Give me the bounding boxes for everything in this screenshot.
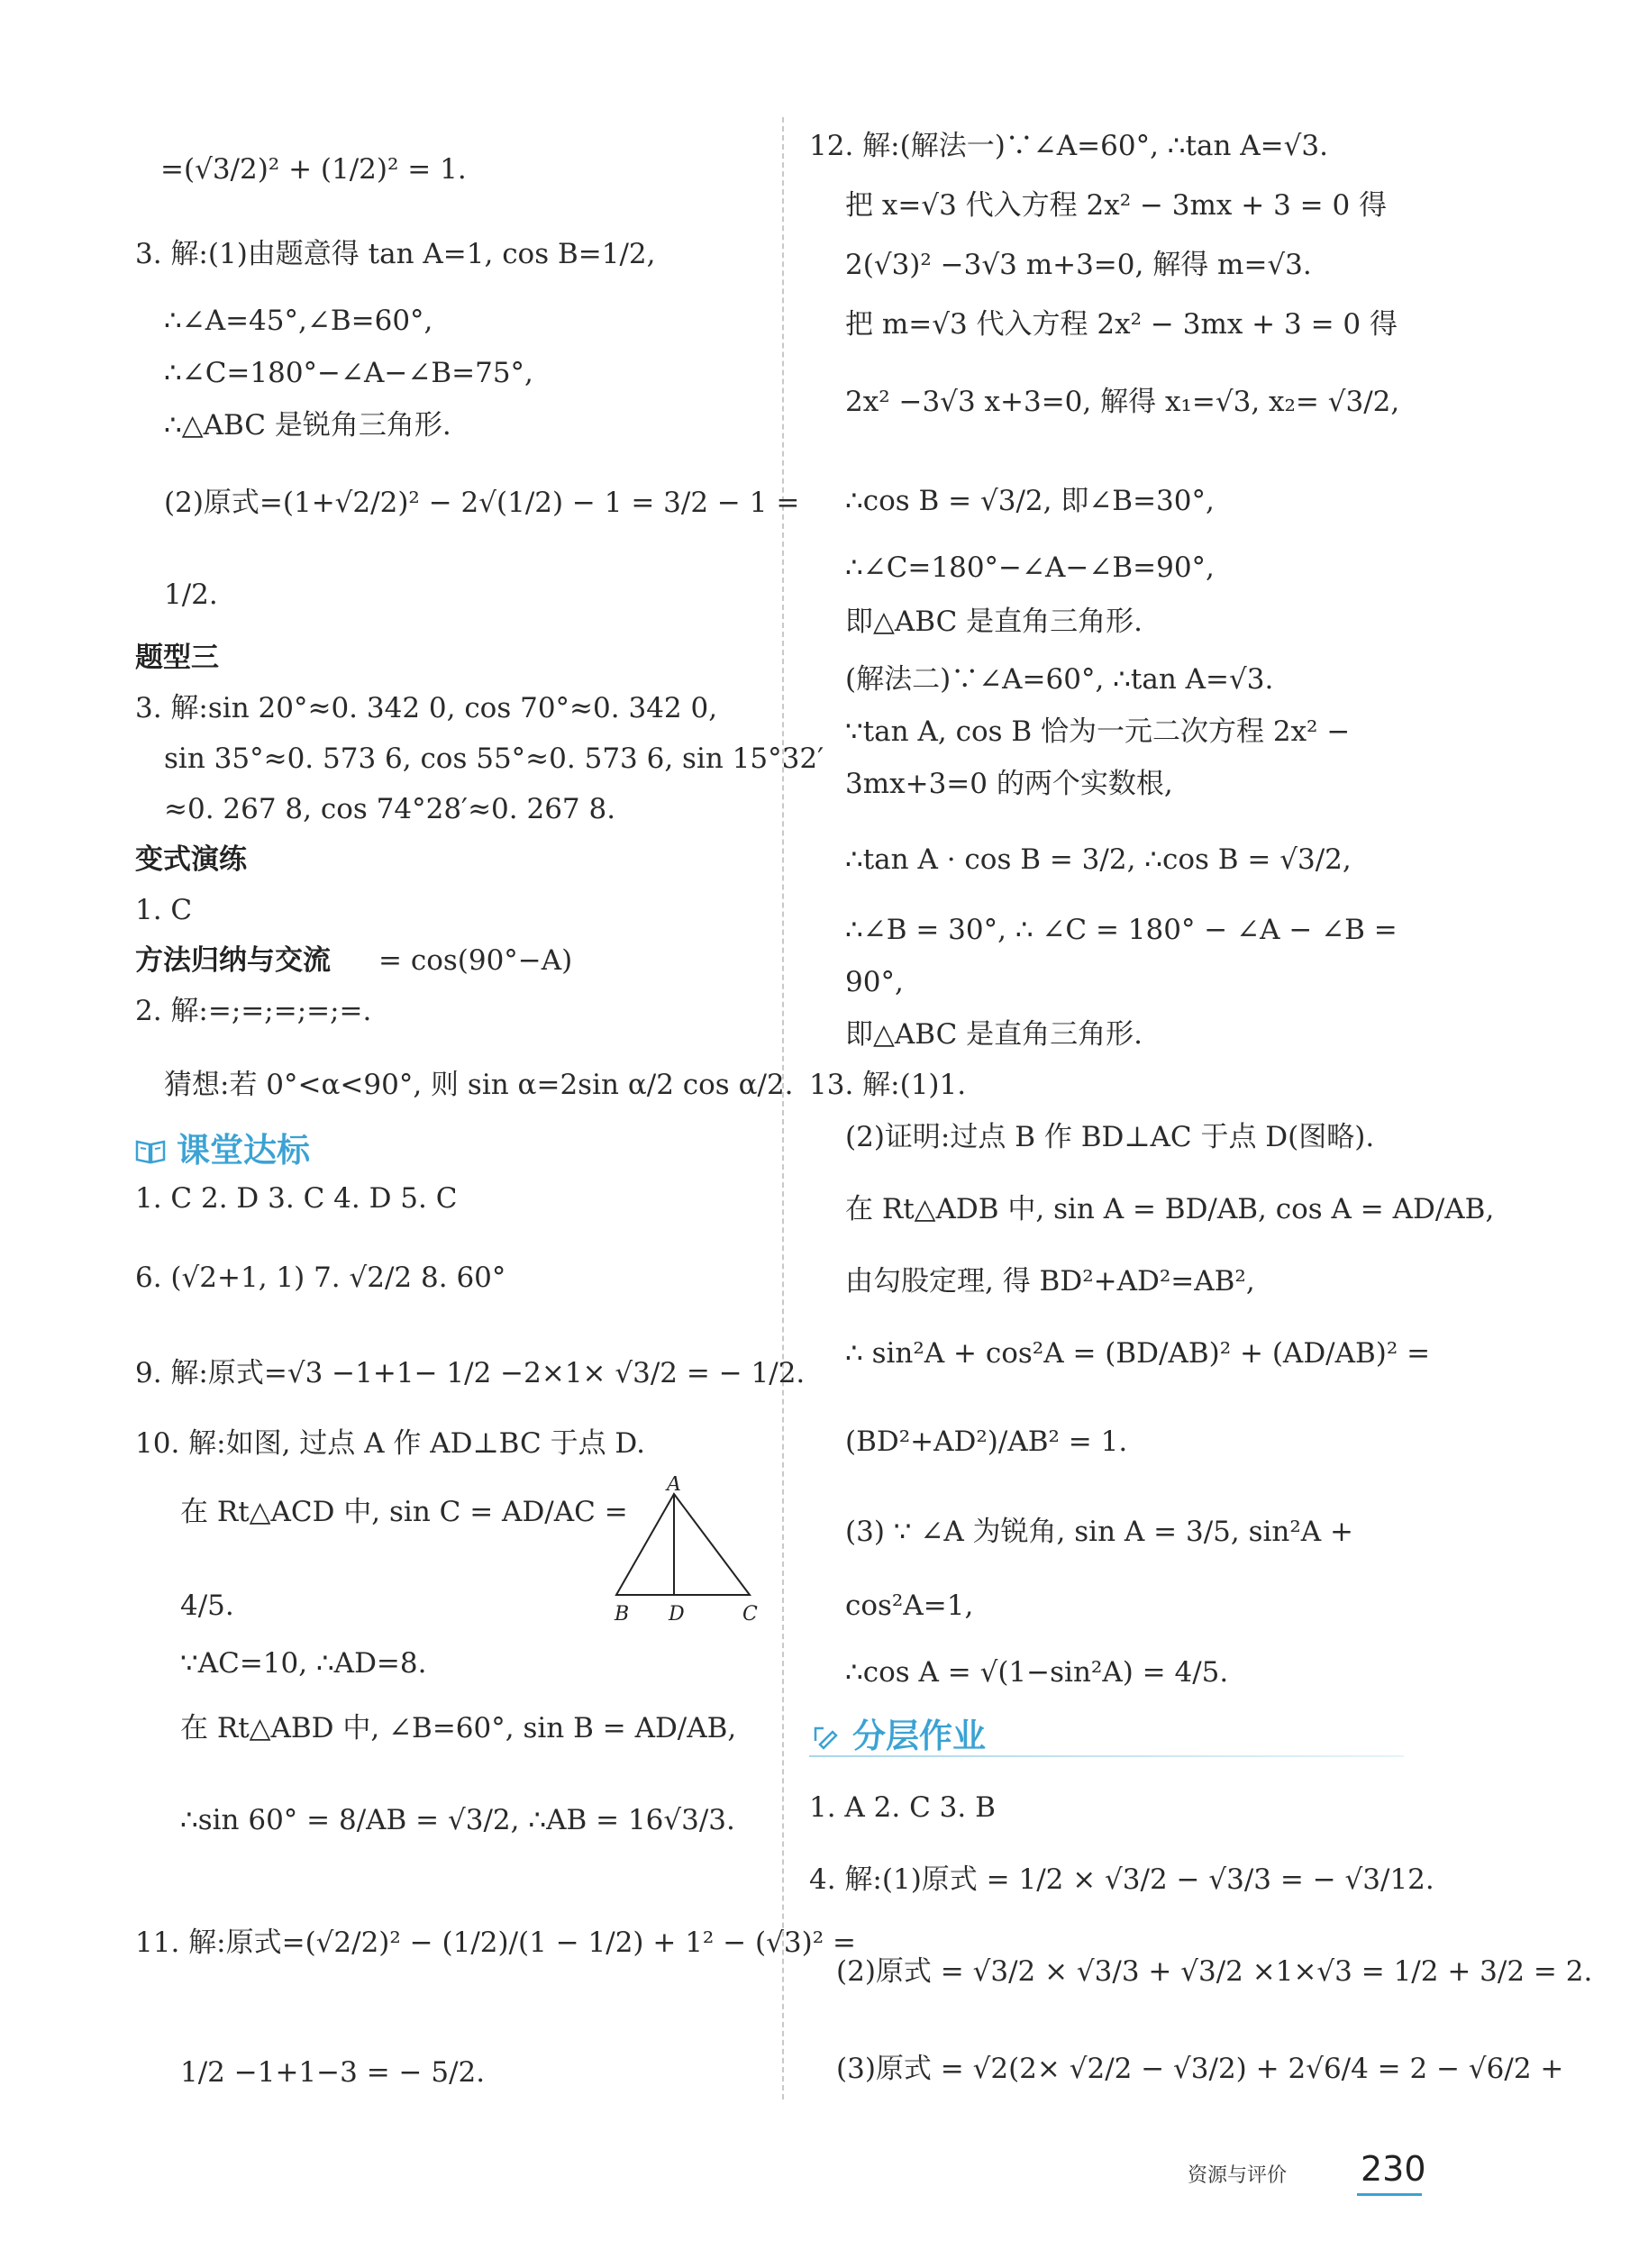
text-line: (3) ∵ ∠A 为锐角, sin A = 3/5, sin²A + [845,1516,1354,1548]
text-line: 3. 解:(1)由题意得 tan A=1, cos B=1/2, [135,238,656,270]
text-line: ∵AC=10, ∴AD=8. [180,1647,427,1680]
text-line: (2)原式=(1+√2/2)² − 2√(1/2) − 1 = 3/2 − 1 = [164,487,800,519]
text-line: ∴∠C=180°−∠A−∠B=90°, [845,551,1215,584]
text-line: 9. 解:原式=√3 −1+1− 1/2 −2×1× √3/2 = − 1/2. [135,1357,806,1389]
text-line: (2)原式 = √3/2 × √3/3 + √3/2 ×1×√3 = 1/2 + 3/2 = 2. [836,1955,1593,1988]
heading-tixing3: 题型三 [135,642,219,674]
text-line: 在 Rt△ACD 中, sin C = AD/AC = [180,1496,628,1528]
section-title: 课堂达标 [177,1131,310,1170]
text-line: ∴sin 60° = 8/AB = √3/2, ∴AB = 16√3/3. [180,1804,735,1836]
text-line: 12. 解:(解法一)∵∠A=60°, ∴tan A=√3. [809,130,1328,162]
text-line: 2. 解:=;=;=;=;=. [135,995,372,1027]
text-line: 在 Rt△ABD 中, ∠B=60°, sin B = AD/AB, [180,1712,737,1744]
text-line: ∴cos A = √(1−sin²A) = 4/5. [845,1656,1229,1689]
heading-fangfa: 方法归纳与交流 [135,944,331,977]
page-number-underline [1357,2193,1422,2196]
figure-label-d: D [669,1603,685,1626]
footer-book-title: 资源与评价 [1188,2164,1288,2187]
text-line: cos²A=1, [845,1589,974,1622]
text-line: 1. A 2. C 3. B [809,1791,996,1824]
text-line: sin 35°≈0. 573 6, cos 55°≈0. 573 6, sin 15°32′ [164,742,824,775]
text-line: = cos(90°−A) [378,944,573,977]
text-line: 1/2 −1+1−3 = − 5/2. [180,2056,486,2089]
text-line: 在 Rt△ADB 中, sin A = BD/AB, cos A = AD/AB, [845,1193,1495,1225]
text-line: 11. 解:原式=(√2/2)² − (1/2)/(1 − 1/2) + 1² − (√3)² = [135,1926,856,1959]
text-line: (BD²+AD²)/AB² = 1. [845,1425,1128,1458]
text-line: 4. 解:(1)原式 = 1/2 × √3/2 − √3/3 = − √3/12. [809,1863,1434,1896]
text-line: 把 m=√3 代入方程 2x² − 3mx + 3 = 0 得 [845,308,1398,341]
text-line: ∴ sin²A + cos²A = (BD/AB)² + (AD/AB)² = [845,1337,1431,1370]
text-line: 猜想:若 0°<α<90°, 则 sin α=2sin α/2 cos α/2. [164,1069,794,1101]
figure-label-b: B [615,1603,630,1626]
text-line: 3mx+3=0 的两个实数根, [845,768,1173,800]
text-line: 即△ABC 是直角三角形. [845,606,1143,638]
text-line: ∴∠C=180°−∠A−∠B=75°, [164,357,533,389]
pencil-icon [811,1718,842,1745]
text-line: ∴∠B = 30°, ∴ ∠C = 180° − ∠A − ∠B = [845,914,1398,946]
text-line: ∴△ABC 是锐角三角形. [164,409,451,442]
text-line: ∵tan A, cos B 恰为一元二次方程 2x² − [845,715,1351,748]
column-divider [782,117,784,2099]
text-line: 2x² −3√3 x+3=0, 解得 x₁=√3, x₂= √3/2, [845,386,1400,418]
text-line: 13. 解:(1)1. [809,1069,967,1101]
text-line: 6. (√2+1, 1) 7. √2/2 8. 60° [135,1262,506,1294]
text-line: 10. 解:如图, 过点 A 作 AD⊥BC 于点 D. [135,1427,646,1460]
text-line: 由勾股定理, 得 BD²+AD²=AB², [845,1265,1255,1298]
text-line: 1/2. [164,578,218,611]
text-line: 1. C [135,894,193,926]
book-icon [135,1133,166,1160]
text-line: ∴cos B = √3/2, 即∠B=30°, [845,485,1215,517]
text-line: 2(√3)² −3√3 m+3=0, 解得 m=√3. [845,249,1312,281]
section-fenceng [811,1716,986,1757]
heading-bianshi: 变式演练 [135,843,247,876]
text-line: ∴tan A · cos B = 3/2, ∴cos B = √3/2, [845,843,1352,876]
text-line: =(√3/2)² + (1/2)² = 1. [160,153,467,186]
text-line: 1. C 2. D 3. C 4. D 5. C [135,1182,458,1215]
figure-label-a: A [667,1476,681,1496]
text-line: 90°, [845,966,904,998]
section-underline [809,1755,1404,1757]
section-title: 分层作业 [852,1717,986,1755]
text-line: 把 x=√3 代入方程 2x² − 3mx + 3 = 0 得 [845,189,1388,222]
section-ketang [135,1130,310,1171]
figure-label-c: C [742,1603,758,1626]
triangle-figure [606,1476,768,1629]
text-line: (解法二)∵∠A=60°, ∴tan A=√3. [845,663,1274,696]
text-line: (3)原式 = √2(2× √2/2 − √3/2) + 2√6/4 = 2 − √6/2 + [836,2053,1564,2085]
text-line: 3. 解:sin 20°≈0. 342 0, cos 70°≈0. 342 0, [135,692,718,724]
text-line: 4/5. [180,1589,234,1622]
text-line: ∴∠A=45°,∠B=60°, [164,305,433,337]
text-line: 即△ABC 是直角三角形. [845,1018,1143,1051]
text-line: ≈0. 267 8, cos 74°28′≈0. 267 8. [164,793,616,825]
text-line: (2)证明:过点 B 作 BD⊥AC 于点 D(图略). [845,1121,1375,1153]
page-number: 230 [1361,2149,1426,2189]
